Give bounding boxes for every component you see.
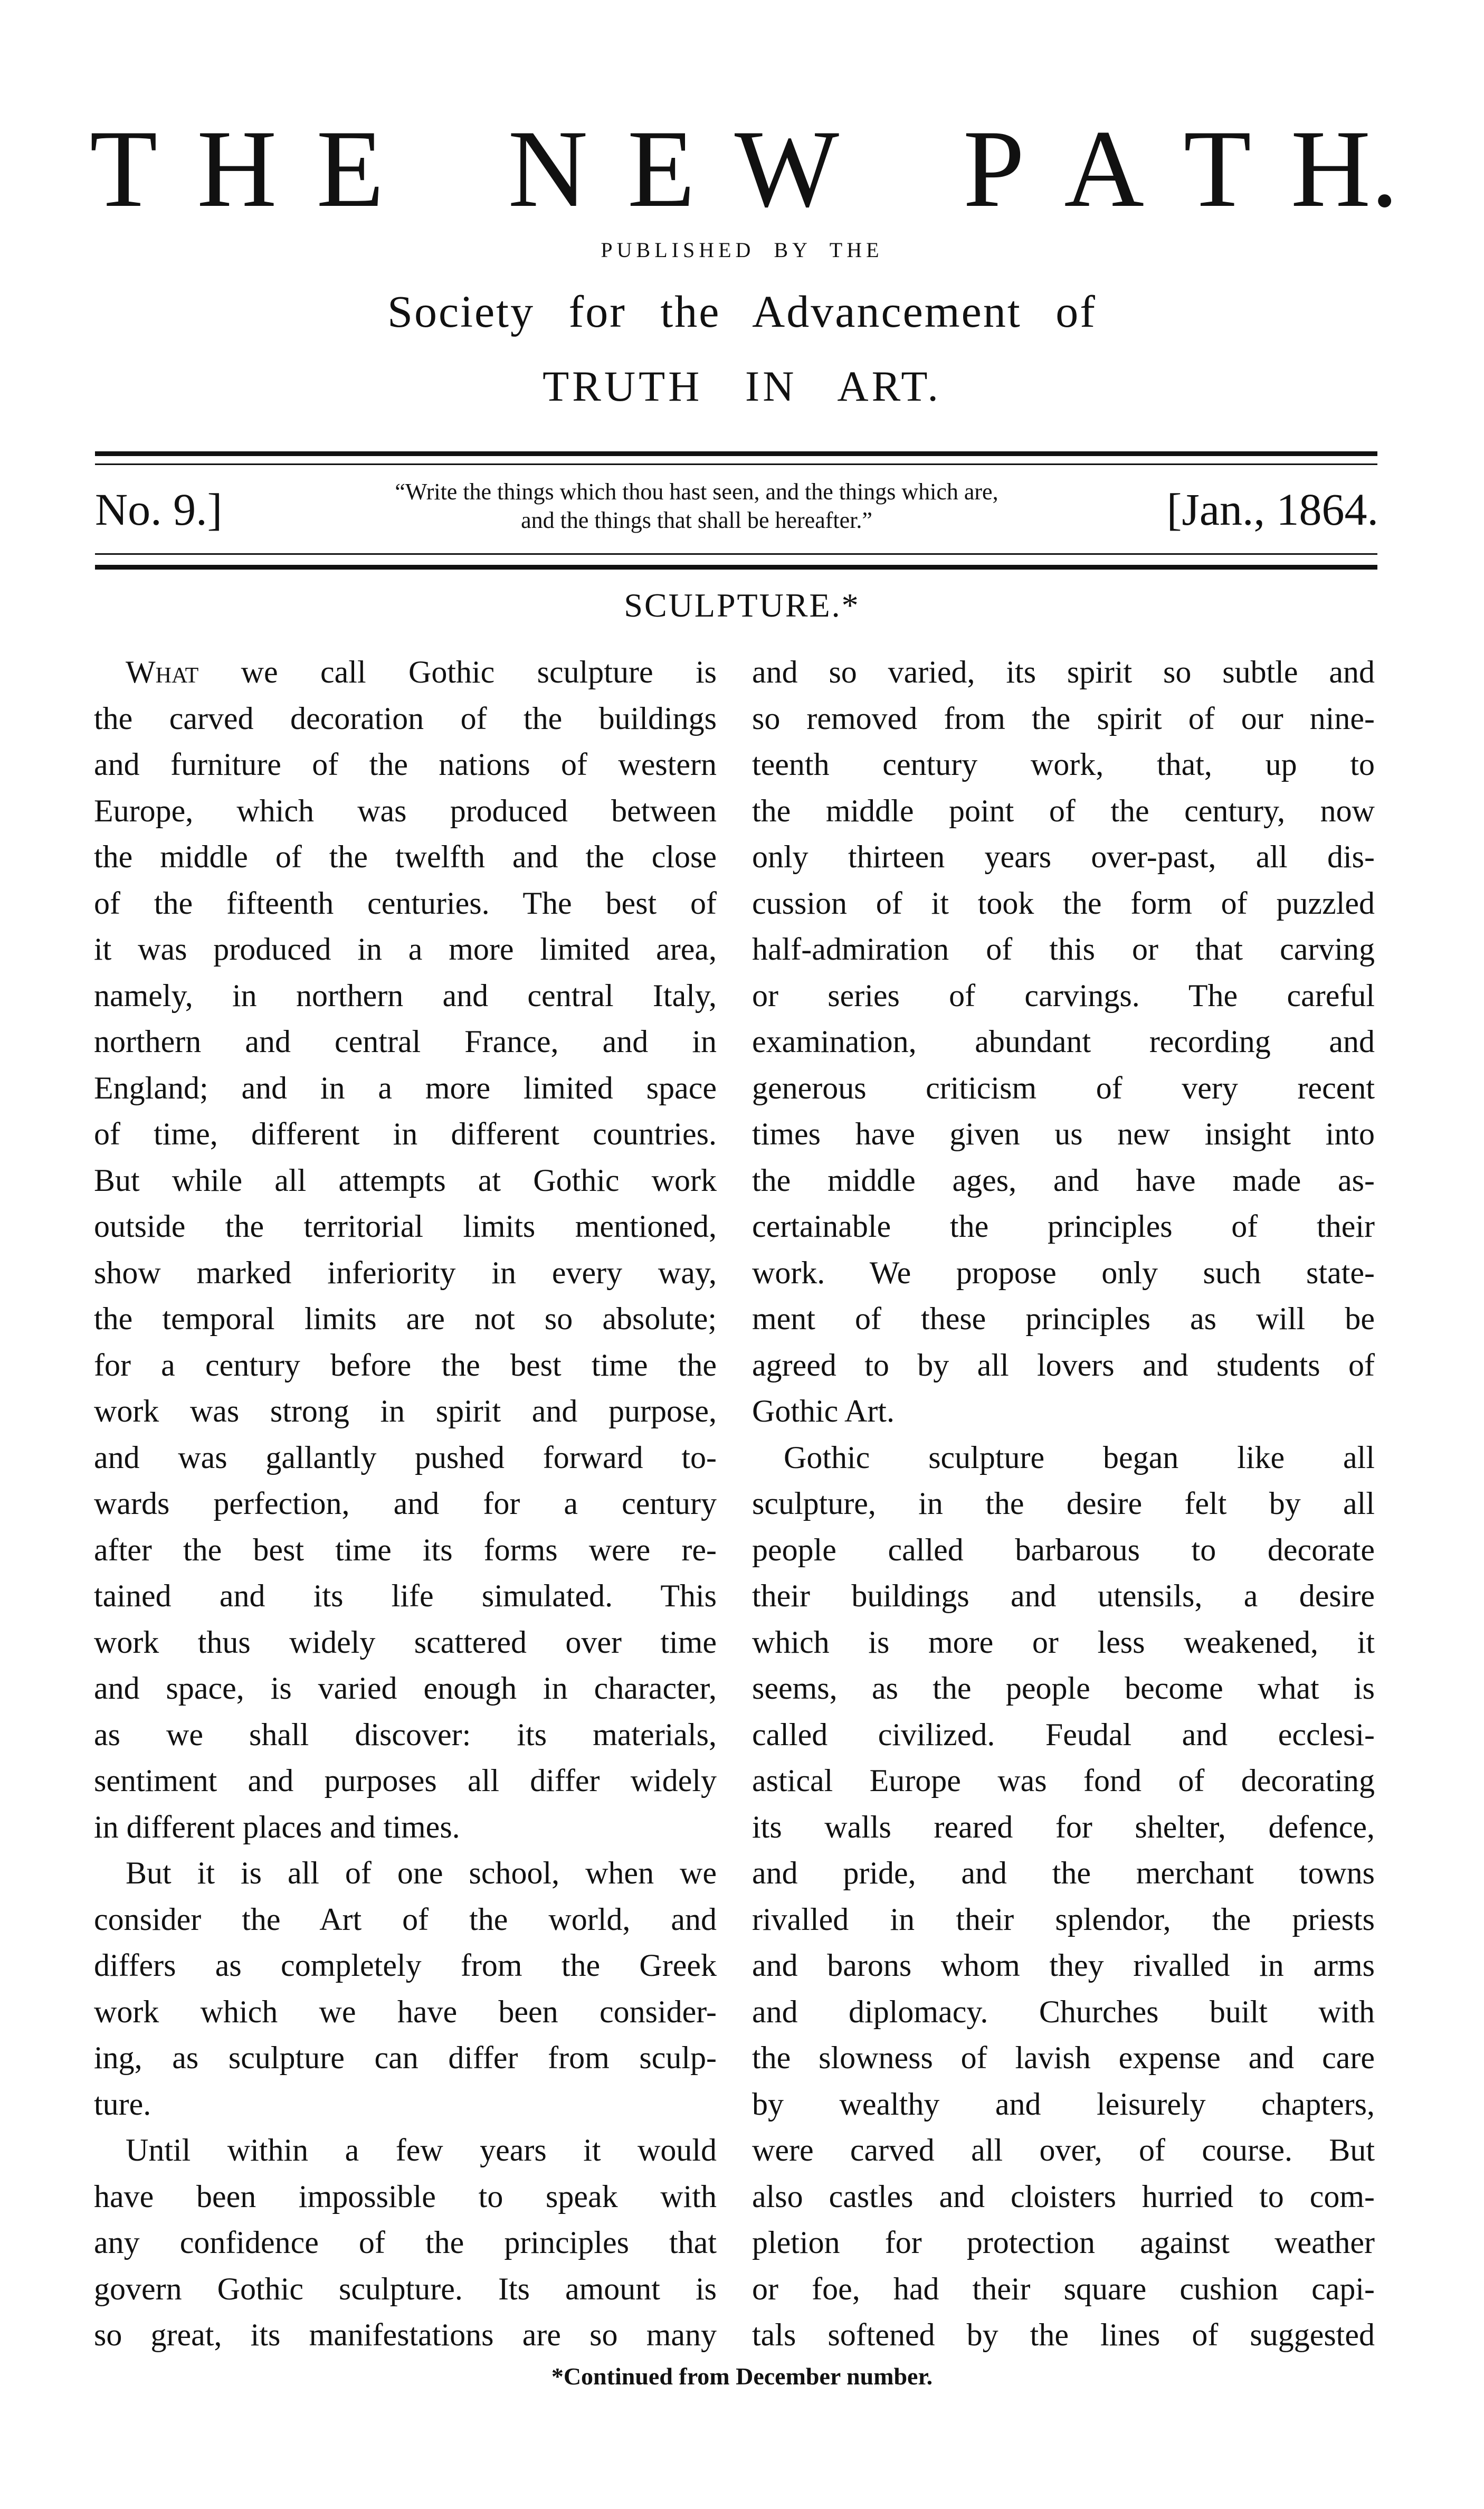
line-text: Gothic sculpture began like all [784,1440,1375,1475]
masthead-letter: P [963,108,1025,230]
text-line [752,973,1375,1019]
line-text: people called barbarous to decorate [752,1532,1375,1567]
line-text: work thus widely scattered over time [94,1624,717,1660]
text-line [752,1897,1375,1943]
text-line [752,1111,1375,1158]
text-line [752,2127,1375,2174]
text-line [752,1250,1375,1296]
line-text: show marked inferiority in every way, [94,1255,717,1290]
masthead-title [90,108,1399,230]
text-line [752,1573,1375,1620]
text-line [94,2174,717,2220]
text-line [752,2174,1375,2220]
line-text: ing, as sculpture can differ from sculp- [94,2040,717,2075]
line-text: certainable the principles of their [752,1209,1375,1244]
line-text: generous criticism of very recent [752,1070,1375,1105]
text-line [94,1065,717,1112]
line-text: as we shall discover: its materials, [94,1717,717,1752]
line-text: and so varied, its spirit so subtle and [752,655,1375,689]
text-line [94,2220,717,2266]
line-text: so great, its manifestations are so many [94,2317,717,2352]
text-line [94,2035,717,2081]
text-line [94,2266,717,2313]
text-line [94,1527,717,1574]
line-text: tained and its life simulated. This [94,1578,717,1613]
text-line [752,1804,1375,1851]
society-name-continued: TRUTH IN ART. [543,362,941,410]
line-text: work which we have been consider- [94,1994,717,2029]
line-text: we call Gothic sculpture is [198,655,717,689]
article-title: SCULPTURE.* [624,586,860,624]
lead-word: What [126,655,199,689]
line-text: any confidence of the principles that [94,2225,717,2260]
text-line [752,649,1375,696]
text-line [752,1296,1375,1342]
line-text: and diplomacy. Churches built with [752,1994,1375,2029]
text-line [94,696,717,742]
text-line [752,1712,1375,1758]
line-text: seems, as the people become what is [752,1671,1375,1706]
header-rule-thin [95,553,1377,555]
line-text: after the best time its forms were re- [94,1532,717,1567]
text-line [752,2081,1375,2128]
line-text: and space, is varied enough in character, [94,1671,717,1706]
text-line [94,834,717,880]
article-column-right [752,649,1375,2359]
masthead-letter: E [316,108,384,230]
text-line [94,1573,717,1620]
line-text: which is more or less weakened, it [752,1624,1375,1660]
line-text: times have given us new insight into [752,1116,1375,1151]
text-line [94,973,717,1019]
masthead-letter: T [90,108,158,230]
text-line [94,1897,717,1943]
line-text: sculpture, in the desire felt by all [752,1486,1375,1521]
line-text: wards perfection, and for a century [94,1486,717,1521]
header-rule-thick [95,565,1377,570]
motto-line: “Write the things which thou hast seen, and the things which are, [395,479,998,505]
masthead-letter: H [197,108,277,230]
text-line [752,742,1375,788]
line-text: only thirteen years over-past, all dis- [752,839,1375,874]
text-line [94,2081,717,2128]
line-text: their buildings and utensils, a desire [752,1578,1375,1613]
text-line [94,1712,717,1758]
text-line [752,1620,1375,1666]
line-text: the carved decoration of the buildings [94,700,717,736]
society-name: Society for the Advancement of [387,286,1097,337]
line-text: ture. [94,2086,151,2122]
line-text: the slowness of lavish expense and care [752,2040,1375,2075]
line-text: in different places and times. [94,1809,460,1844]
text-line [94,1019,717,1065]
text-line [94,1342,717,1389]
line-text: and was gallantly pushed forward to- [94,1440,717,1475]
text-line [94,926,717,973]
text-line [94,2312,717,2359]
text-line [752,1943,1375,1989]
line-text: and pride, and the merchant towns [752,1855,1375,1890]
line-text: the middle point of the century, now [752,793,1375,828]
line-text: northern and central France, and in [94,1024,717,1059]
text-line [94,2127,717,2174]
line-text: consider the Art of the world, and [94,1901,717,1937]
text-line [752,1435,1375,1481]
text-line [94,1758,717,1804]
line-text: it was produced in a more limited area, [94,932,717,967]
text-line [94,649,717,696]
masthead-letter: W [734,108,840,230]
line-text: half-admiration of this or that carving [752,932,1375,967]
line-text: But while all attempts at Gothic work [94,1162,717,1198]
text-line [752,1388,1375,1435]
line-text: called civilized. Feudal and ecclesi- [752,1717,1375,1752]
text-line [752,1204,1375,1250]
text-line [94,1620,717,1666]
text-line [94,1481,717,1527]
text-line [752,1342,1375,1389]
masthead-letter: H. [1290,108,1399,230]
text-line [752,2035,1375,2081]
line-text: its walls reared for shelter, defence, [752,1809,1375,1844]
footnote: *Continued from December number. [551,2363,933,2390]
line-text: work was strong in spirit and purpose, [94,1394,717,1428]
line-text: work. We propose only such state- [752,1255,1375,1290]
text-line [94,1850,717,1897]
text-line [752,1758,1375,1804]
line-text: But it is all of one school, when we [126,1855,717,1890]
line-text: also castles and cloisters hurried to com- [752,2179,1375,2214]
text-line [752,788,1375,835]
line-text: England; and in a more limited space [94,1070,717,1105]
line-text: Until within a few years it would [126,2133,717,2167]
text-line [752,1989,1375,2035]
line-text: examination, abundant recording and [752,1024,1375,1059]
issue-date: [Jan., 1864. [1166,484,1378,535]
text-line [94,1250,717,1296]
line-text: Europe, which was produced between [94,793,717,828]
text-line [94,788,717,835]
text-line [94,1665,717,1712]
text-line [752,880,1375,927]
text-line [752,926,1375,973]
text-line [94,1388,717,1435]
text-line [752,1158,1375,1204]
text-line [94,742,717,788]
text-line [94,1989,717,2035]
line-text: sentiment and purposes all differ widely [94,1763,717,1798]
text-line [752,696,1375,742]
text-line [94,1158,717,1204]
text-line [752,1850,1375,1897]
text-line [752,2266,1375,2313]
line-text: of time, different in different countries. [94,1116,717,1151]
text-line [752,2220,1375,2266]
line-text: by wealthy and leisurely chapters, [752,2086,1375,2122]
line-text: govern Gothic sculpture. Its amount is [94,2271,717,2306]
masthead-letter: N [508,108,588,230]
line-text: pletion for protection against weather [752,2225,1375,2260]
line-text: astical Europe was fond of decorating [752,1763,1375,1798]
line-text: have been impossible to speak with [94,2179,717,2214]
text-line [94,880,717,927]
line-text: Gothic Art. [752,1394,895,1428]
line-text: the middle of the twelfth and the close [94,839,717,874]
text-line [752,1527,1375,1574]
text-line [94,1204,717,1250]
line-text: outside the territorial limits mentioned, [94,1209,717,1244]
text-line [752,1019,1375,1065]
line-text: the temporal limits are not so absolute; [94,1301,717,1336]
line-text: and furniture of the nations of western [94,747,717,782]
line-text: cussion of it took the form of puzzled [752,885,1375,921]
line-text: teenth century work, that, up to [752,747,1375,782]
header-rule-thick [95,451,1377,456]
text-line [752,1665,1375,1712]
published-by-line: PUBLISHED BY THE [601,238,883,262]
header-rule-thin [95,463,1377,465]
line-text: rivalled in their splendor, the priests [752,1901,1375,1937]
line-text: for a century before the best time the [94,1347,717,1383]
text-line [94,1435,717,1481]
issue-motto [248,478,1145,535]
masthead-letter: T [1183,108,1251,230]
masthead-letter: E [627,108,696,230]
issue-number: No. 9.] [95,484,223,535]
article-column-left [94,649,717,2359]
line-text: tals softened by the lines of suggested [752,2317,1375,2352]
text-line [752,1065,1375,1112]
line-text: of the fifteenth centuries. The best of [94,885,717,921]
masthead-letter: A [1064,108,1144,230]
line-text: ment of these principles as will be [752,1301,1375,1336]
line-text: agreed to by all lovers and students of [752,1347,1375,1383]
text-line [752,1481,1375,1527]
text-line [94,1111,717,1158]
line-text: were carved all over, of course. But [752,2133,1375,2167]
line-text: the middle ages, and have made as- [752,1162,1375,1198]
text-line [752,834,1375,880]
line-text: or series of carvings. The careful [752,978,1375,1013]
line-text: differs as completely from the Greek [94,1948,717,1983]
line-text: and barons whom they rivalled in arms [752,1948,1375,1983]
text-line [94,1943,717,1989]
text-line [752,2312,1375,2359]
line-text: namely, in northern and central Italy, [94,978,717,1013]
text-line [94,1296,717,1342]
line-text: so removed from the spirit of our nine- [752,700,1375,736]
motto-line: and the things that shall be hereafter.” [521,507,872,533]
text-line [94,1804,717,1851]
line-text: or foe, had their square cushion capi- [752,2271,1375,2306]
